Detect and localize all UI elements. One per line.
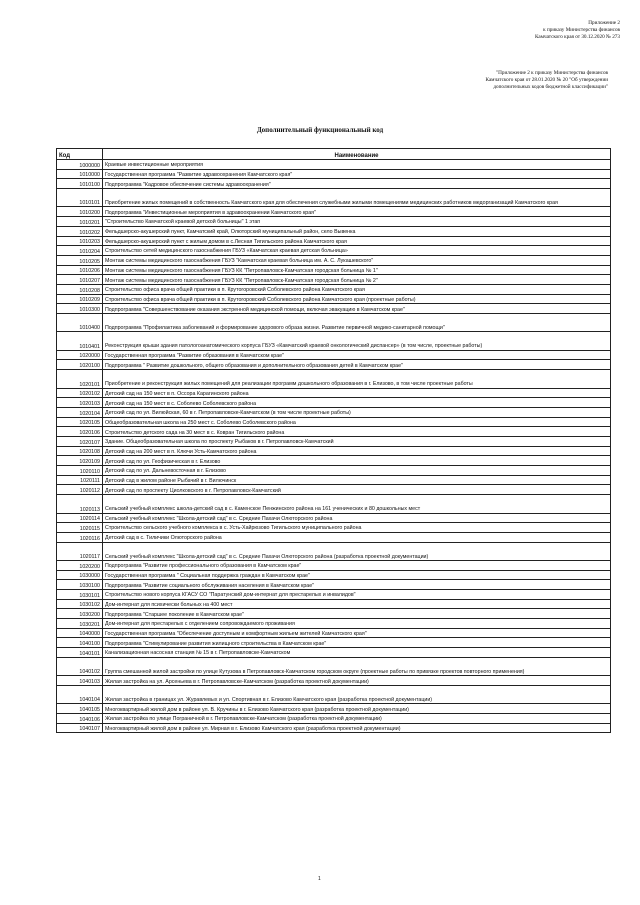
table-row	[57, 226, 611, 236]
row-name: Жилая застройка в границах ул. Журавлевых и ул. Спортивная в г. Елизово Камчатского края (разработка проектной документации)	[103, 685, 611, 703]
row-name: Подпрограмма "Инвестиционные мероприятия в здравоохранении Камчатского края"	[103, 207, 611, 217]
row-code: 1020104	[57, 407, 103, 417]
row-code: 1010204	[57, 246, 103, 256]
row-name: Детский сад на 150 мест в с. Соболево Соболевского района	[103, 398, 611, 408]
codes-table	[56, 148, 611, 733]
row-code: 1010202	[57, 226, 103, 236]
row-code: 1000000	[57, 160, 103, 170]
table-row	[57, 590, 611, 600]
row-name: Строительство офиса врача общей практики в п. Крутогоровский Соболевского района Камчатского края (проектные работы)	[103, 294, 611, 304]
row-code: 1020105	[57, 417, 103, 427]
table-row	[57, 207, 611, 217]
row-code: 1040104	[57, 685, 103, 703]
column-header-name: Наименование	[103, 149, 611, 160]
table-row	[57, 284, 611, 294]
table-row	[57, 388, 611, 398]
row-name: Жилая застройка на ул. Арсеньева в г. Петропавловске-Камчатском (разработка проектной документации)	[103, 676, 611, 686]
table-row	[57, 638, 611, 648]
table-row	[57, 619, 611, 629]
table-row	[57, 407, 611, 417]
table-row	[57, 466, 611, 476]
row-name: Подпрограмма "Профилактика заболеваний и формирование здорового образа жизни. Развитие первичной медико-санитарной помощи"	[103, 314, 611, 332]
row-name: Приобретение жилых помещений в собственность Камчатского края для обеспечения служебными жилыми помещениями медицинских работников медорганизаций Камчатского края	[103, 189, 611, 207]
row-name: Детский сад на 150 мест в п. Оссора Карагинского района	[103, 388, 611, 398]
row-name: Подпрограмма "Стимулирование развития жилищного строительства в Камчатском крае"	[103, 638, 611, 648]
table-row	[57, 304, 611, 314]
row-code: 1030100	[57, 580, 103, 590]
table-row	[57, 570, 611, 580]
table-row	[57, 580, 611, 590]
row-code: 1010208	[57, 284, 103, 294]
table-row	[57, 609, 611, 619]
row-name: Государственная программа "Развитие здравоохранения Камчатского края"	[103, 169, 611, 179]
row-code: 1020116	[57, 532, 103, 542]
row-name: Канализационная насосная станция № 15 в г. Петропавловске-Камчатском	[103, 648, 611, 658]
table-row	[57, 427, 611, 437]
table-row	[57, 236, 611, 246]
row-code: 1020115	[57, 523, 103, 533]
row-code: 1020200	[57, 560, 103, 570]
row-name: Подпрограмма "Кадровое обеспечение системы здравоохранения"	[103, 179, 611, 189]
table-row	[57, 485, 611, 495]
row-code: 1040101	[57, 648, 103, 658]
table-row	[57, 255, 611, 265]
row-name: Многоквартирный жилой дом в районе ул. В. Кручины в г. Елизово Камчатского края (разработка проектной документации)	[103, 704, 611, 714]
row-code: 1020100	[57, 360, 103, 370]
row-name: Детский сад по ул. Геофизическая в г. Елизово	[103, 456, 611, 466]
row-code: 1040102	[57, 657, 103, 675]
table-row	[57, 350, 611, 360]
row-name: Строительство офиса врача общей практики в п. Крутогоровский Соболевского района Камчатского края	[103, 284, 611, 294]
row-name: Здание. Общеобразовательная школа по проспекту Рыбаков в г. Петропавловск-Камчатский	[103, 437, 611, 447]
table-row	[57, 560, 611, 570]
table-row	[57, 513, 611, 523]
row-code: 1020109	[57, 456, 103, 466]
row-name: Сельский учебный комплекс школа-детский сад в с. Каменское Пенжинского района на 161 ученических и 80 дошкольных мест	[103, 495, 611, 513]
row-name: Многоквартирный жилой дом в районе ул. Мирная в г. Елизово Камчатского края (разработка проектной документации)	[103, 723, 611, 733]
row-code: 1010400	[57, 314, 103, 332]
row-name: "Строительство Камчатской краевой детской больницы" 1 этап	[103, 217, 611, 227]
row-code: 1040107	[57, 723, 103, 733]
row-name: Реконструкция крыши здания патологоанатомического корпуса ГБУЗ «Камчатский краевой онкологический диспансер» (в том числе, проектные работы)	[103, 332, 611, 350]
row-code: 1020000	[57, 350, 103, 360]
row-code: 1010207	[57, 275, 103, 285]
table-row	[57, 437, 611, 447]
row-name: Государственная программа " Социальная поддержка граждан в Камчатском крае"	[103, 570, 611, 580]
row-code: 1040105	[57, 704, 103, 714]
row-code: 1020113	[57, 495, 103, 513]
row-code: 1020111	[57, 475, 103, 485]
row-name: Детский сад на 200 мест в п. Ключи Усть-Камчатского района	[103, 446, 611, 456]
row-code: 1020106	[57, 427, 103, 437]
table-row	[57, 265, 611, 275]
table-row	[57, 160, 611, 170]
row-name: Подпрограмма "Развитие профессионального образования в Камчатском крае"	[103, 560, 611, 570]
table-row	[57, 446, 611, 456]
page-number: 1	[318, 876, 321, 882]
table-row	[57, 179, 611, 189]
row-code: 1010101	[57, 189, 103, 207]
row-name: Подпрограмма "Развитие социального обслуживания населения в Камчатском крае"	[103, 580, 611, 590]
table-row	[57, 246, 611, 256]
row-name: Детский сад по проспекту Циолковского в г. Петропавловск-Камчатский	[103, 485, 611, 495]
row-code: 1020101	[57, 370, 103, 388]
row-code: 1020108	[57, 446, 103, 456]
table-row	[57, 456, 611, 466]
table-row	[57, 685, 611, 703]
row-name: Общеобразовательная школа на 250 мест с. Соболево Соболевского района	[103, 417, 611, 427]
row-name: Подпрограмма " Развитие дошкольного, общего образования и дополнительного образования детей в Камчатском крае"	[103, 360, 611, 370]
row-code: 1030201	[57, 619, 103, 629]
table-row	[57, 523, 611, 533]
row-name: Фельдшерско-акушерский пункт с жилым домом в с.Лесная Тигильского района Камчатского края	[103, 236, 611, 246]
row-code: 1010209	[57, 294, 103, 304]
table-row	[57, 370, 611, 388]
row-code: 1010201	[57, 217, 103, 227]
row-name: Жилая застройка по улице Пограничной в г. Петропавловске-Камчатском (разработка проектной документации)	[103, 714, 611, 724]
row-code: 1020114	[57, 513, 103, 523]
row-code: 1010401	[57, 332, 103, 350]
row-name: Детский сад в с. Тиличики Олюторского района	[103, 532, 611, 542]
row-name: Подпрограмма "Старшее поколение в Камчатском крае"	[103, 609, 611, 619]
column-header-code: Код	[57, 149, 103, 160]
table-row	[57, 275, 611, 285]
row-code: 1010000	[57, 169, 103, 179]
table-row	[57, 360, 611, 370]
row-name: Фельдшерско-акушерский пункт, Камчатский край, Олюторский муниципальный район, село Вывенка	[103, 226, 611, 236]
row-code: 1030000	[57, 570, 103, 580]
header-top-line1: Приложение 2	[588, 20, 620, 26]
row-name: Государственная программа "Обеспечение доступным и комфортным жильем жителей Камчатского края"	[103, 628, 611, 638]
table-row	[57, 723, 611, 733]
table-row	[57, 648, 611, 658]
table-row	[57, 189, 611, 207]
header-top-line2: к приказу Министерства финансов	[543, 27, 620, 33]
row-name: Монтаж системы медицинского газоснабжения ГБУЗ КК "Петропавловск-Камчатская городская больница № 1"	[103, 265, 611, 275]
table-row	[57, 704, 611, 714]
row-code: 1010200	[57, 207, 103, 217]
row-code: 1010205	[57, 255, 103, 265]
table-row	[57, 714, 611, 724]
row-name: Детский сад в жилом районе Рыбачий в г. Вилючинск	[103, 475, 611, 485]
header-top-line3: Камчатского края от 30.12.2020 № 273	[535, 34, 620, 40]
row-name: Группа смешанной жилой застройки по улице Кутузова в Петропавловск-Камчатском городском округе (проектные работы по привязке проектов повторного применения)	[103, 657, 611, 675]
table-row	[57, 657, 611, 675]
table-row	[57, 217, 611, 227]
header-top	[535, 20, 620, 41]
table-row	[57, 475, 611, 485]
header-second-line2: Камчатского края от 28.01.2020 № 20 "Об утверждении	[485, 77, 608, 83]
table-row	[57, 417, 611, 427]
row-code: 1010203	[57, 236, 103, 246]
table-row	[57, 294, 611, 304]
row-name: Сельский учебный комплекс "Школа-детский сад" в с. Средние Пахачи Олюторского района	[103, 513, 611, 523]
row-code: 1020112	[57, 485, 103, 495]
row-name: Детский сад по ул. Дальневосточная в г. Елизово	[103, 466, 611, 476]
row-name: Строительство сетей медицинского газоснабжения ГБУЗ «Камчатская краевая детская больница»	[103, 246, 611, 256]
row-code: 1030200	[57, 609, 103, 619]
row-name: Сельский учебный комплекс "Школа-детский сад" в с. Средние Пахачи Олюторского района (разработка проектной документации)	[103, 542, 611, 560]
table-row	[57, 599, 611, 609]
table-row	[57, 314, 611, 332]
row-name: Строительство сельского учебного комплекса в с. Усть-Хайрюзово Тигильского муниципального района	[103, 523, 611, 533]
document-title: Дополнительный функциональный код	[256, 126, 384, 134]
table-row	[57, 332, 611, 350]
row-code: 1020107	[57, 437, 103, 447]
table-row	[57, 495, 611, 513]
row-code: 1020102	[57, 388, 103, 398]
row-code: 1020117	[57, 542, 103, 560]
header-second-line3: дополнительных кодов бюджетной классификации"	[493, 84, 608, 90]
row-code: 1010300	[57, 304, 103, 314]
row-code: 1020110	[57, 466, 103, 476]
row-name: Подпрограмма "Совершенствование оказания экстренной медицинской помощи, включая эвакуацию в Камчатском крае"	[103, 304, 611, 314]
row-code: 1030101	[57, 590, 103, 600]
table-row	[57, 542, 611, 560]
header-second-line1: "Приложение 2 к приказу Министерства финансов	[496, 70, 608, 76]
table-body	[57, 160, 611, 733]
table-row	[57, 398, 611, 408]
row-name: Краевые инвестиционные мероприятия	[103, 160, 611, 170]
row-name: Дом-интернат для психически больных на 400 мест	[103, 599, 611, 609]
row-name: Монтаж системы медицинского газоснабжения ГБУЗ КК "Петропавловск-Камчатская городская больница № 2"	[103, 275, 611, 285]
row-name: Строительство детского сада на 30 мест в с. Ковран Тигильского района	[103, 427, 611, 437]
row-code: 1030102	[57, 599, 103, 609]
row-name: Государственная программа "Развитие образования в Камчатском крае"	[103, 350, 611, 360]
row-name: Дом-интернат для престарелых с отделением сопровождаемого проживания	[103, 619, 611, 629]
table-row	[57, 532, 611, 542]
row-code: 1010206	[57, 265, 103, 275]
table-row	[57, 676, 611, 686]
row-code: 1040103	[57, 676, 103, 686]
row-name: Строительство нового корпуса КГАСУ СО "Паратунский дом-интернат для престарелых и инвалидов"	[103, 590, 611, 600]
header-second	[485, 70, 608, 91]
row-code: 1010100	[57, 179, 103, 189]
table-row	[57, 169, 611, 179]
row-name: Приобретение и реконструкция жилых помещений для реализации программ дошкольного образования в г. Елизово, в том числе проектные работы	[103, 370, 611, 388]
row-code: 1040000	[57, 628, 103, 638]
row-name: Детский сад по ул. Вилюйская, 60 в г. Петропавловске-Камчатском (в том числе проектные работы)	[103, 407, 611, 417]
row-name: Монтаж системы медицинского газоснабжения ГБУЗ "Камчатская краевая больница им. А. С. Лукашевского"	[103, 255, 611, 265]
row-code: 1020103	[57, 398, 103, 408]
row-code: 1040100	[57, 638, 103, 648]
row-code: 1040106	[57, 714, 103, 724]
table-row	[57, 628, 611, 638]
